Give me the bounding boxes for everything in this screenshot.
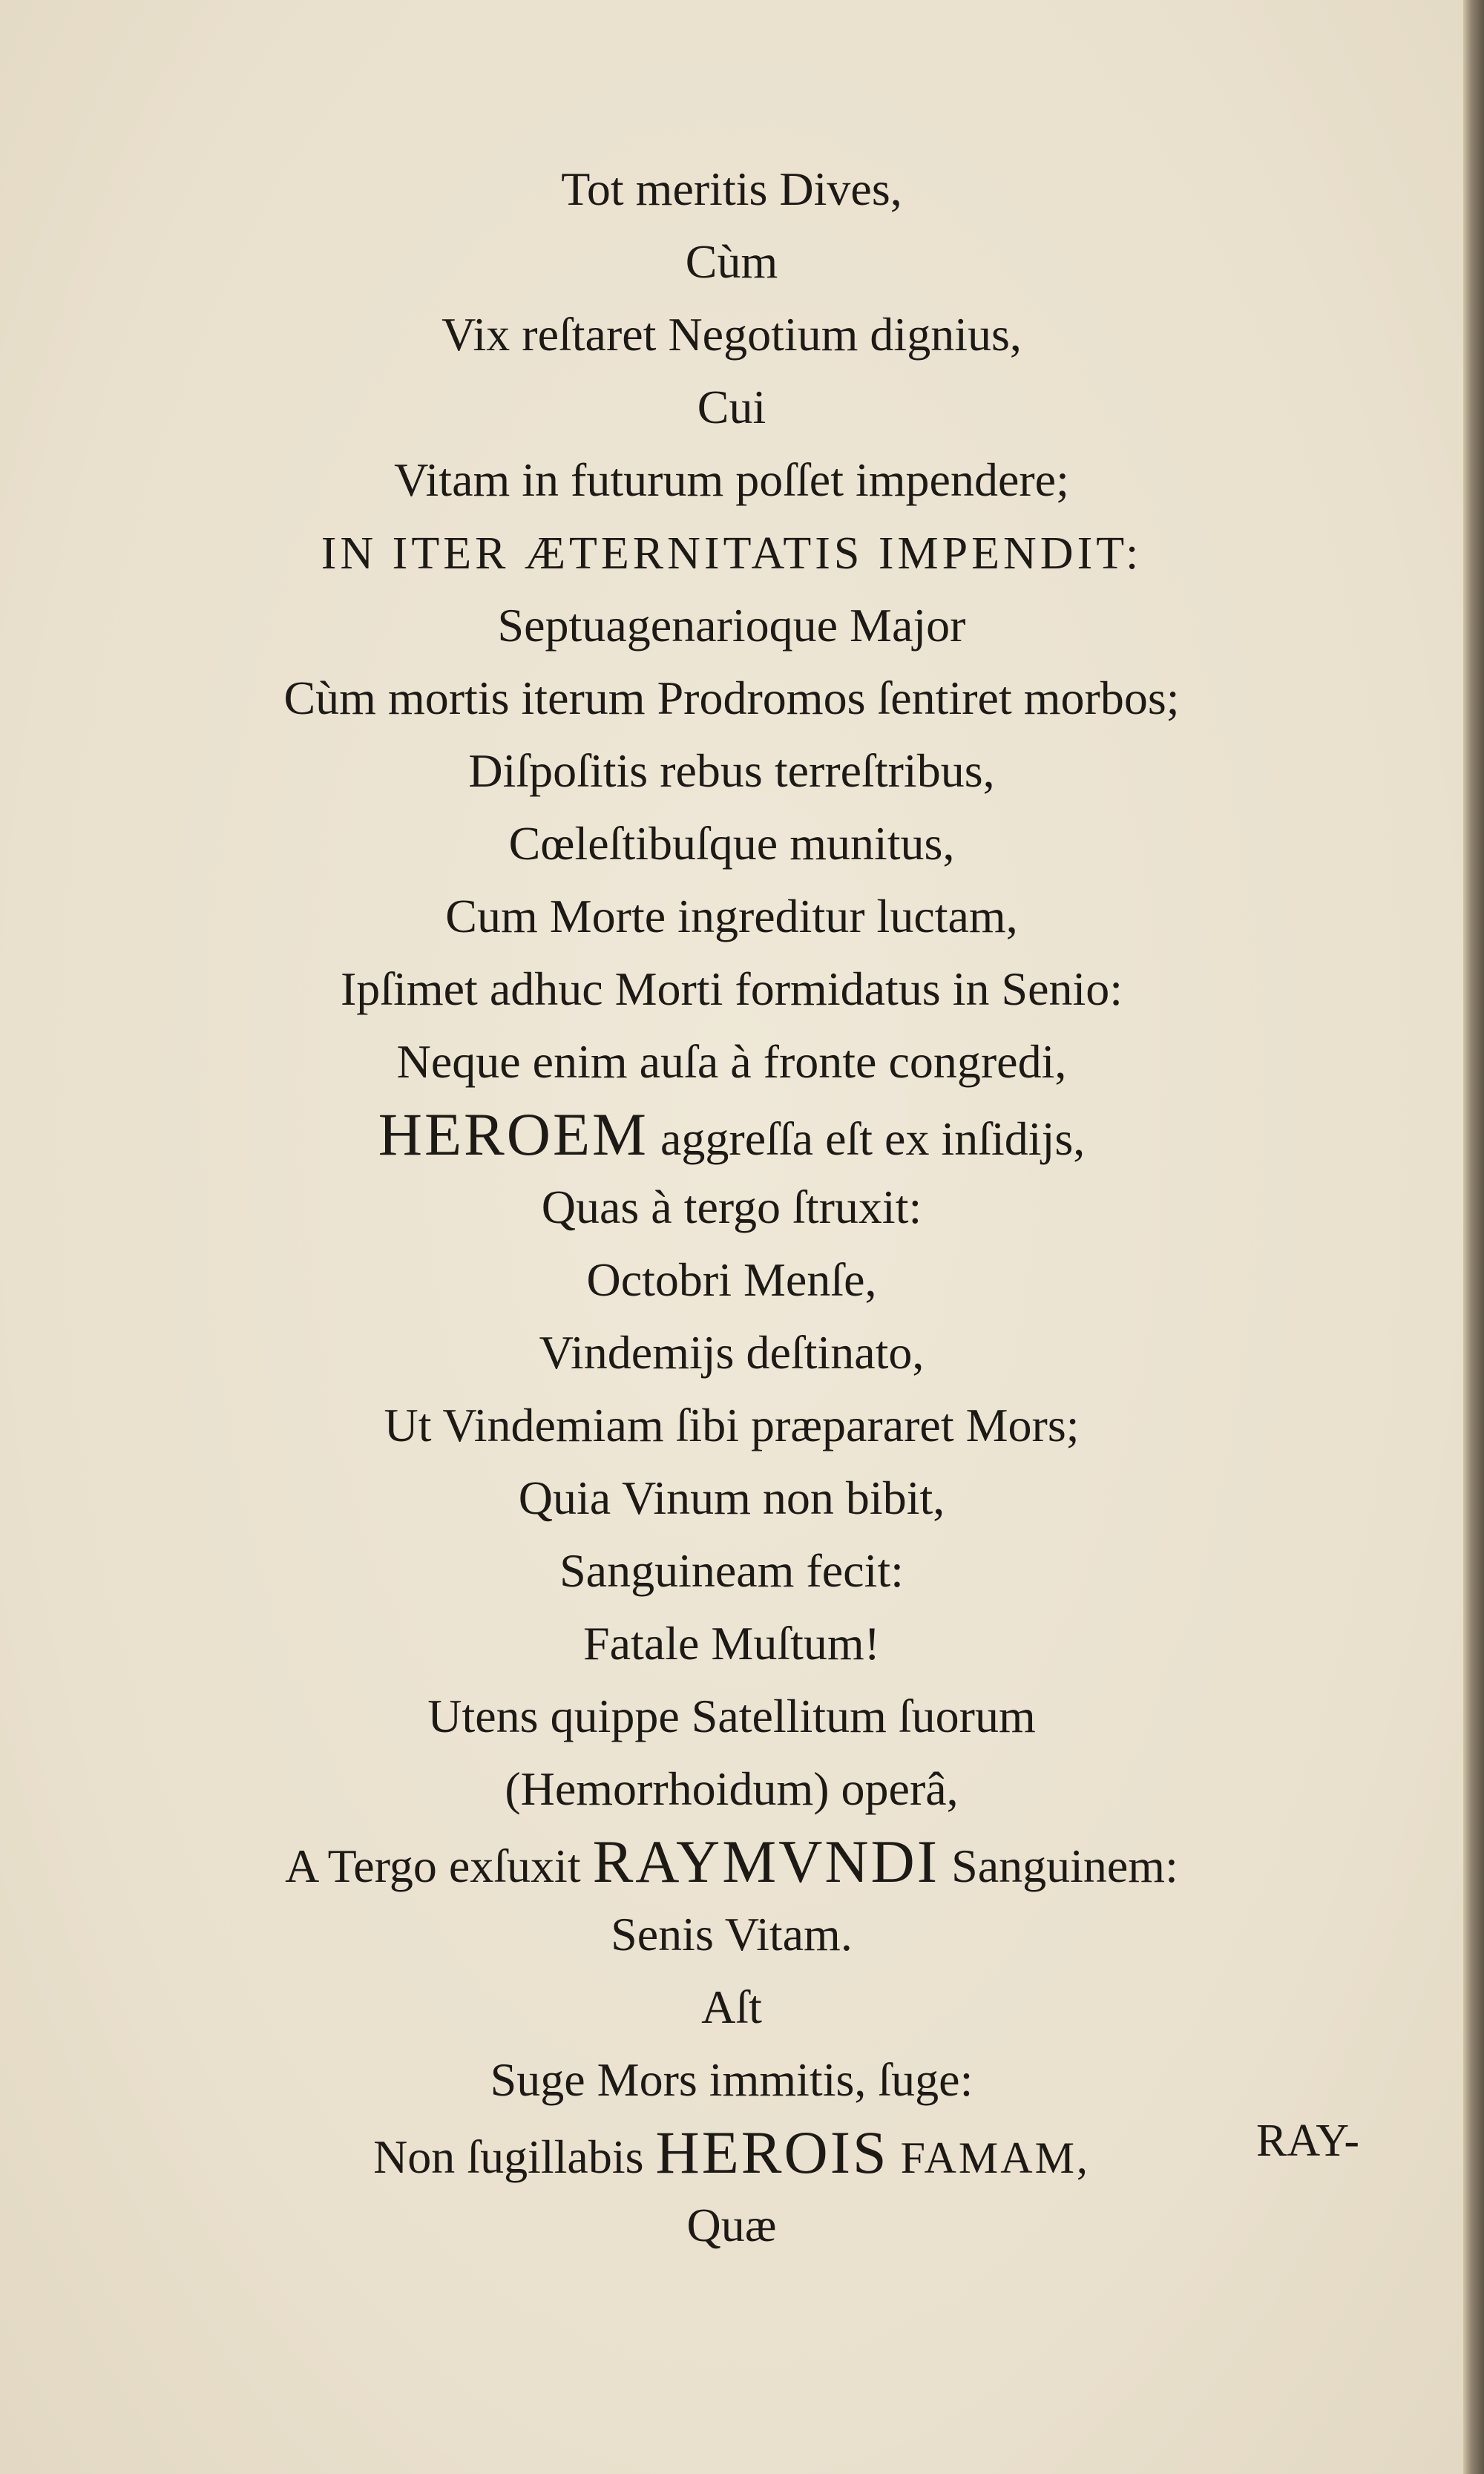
text-line xyxy=(0,880,1463,953)
text-segment: Cœleſtibuſque munitus, xyxy=(508,817,955,870)
emphasized-segment: IN ITER ÆTERNITATIS IMPENDIT: xyxy=(321,528,1143,579)
text-line xyxy=(0,1389,1463,1462)
emphasized-segment: FAMAM, xyxy=(900,2133,1090,2182)
text-segment: Ut Vindemiam ſibi præpararet Mors; xyxy=(384,1399,1080,1451)
text-segment: Senis Vitam. xyxy=(611,1908,853,1961)
catchword: RAY- xyxy=(1256,2116,1359,2166)
text-line xyxy=(0,1825,1463,1898)
text-line xyxy=(0,1753,1463,1825)
text-segment: Quas à tergo ſtruxit: xyxy=(541,1181,922,1233)
text-line xyxy=(0,1244,1463,1316)
emphasized-segment: RAYMVNDI xyxy=(592,1828,940,1895)
text-line xyxy=(0,153,1463,226)
text-segment: Sanguinem: xyxy=(951,1840,1178,1892)
text-line xyxy=(0,1171,1463,1244)
text-segment: Octobri Menſe, xyxy=(586,1253,877,1306)
text-line xyxy=(0,807,1463,880)
text-line xyxy=(0,226,1463,298)
text-segment: Neque enim auſa à fronte congredi, xyxy=(396,1035,1067,1088)
text-segment: Quia Vinum non bibit, xyxy=(518,1471,945,1524)
text-segment: Septuagenarioque Major xyxy=(497,599,966,652)
text-segment: Vix reſtaret Negotium dignius, xyxy=(441,308,1022,361)
text-line xyxy=(0,735,1463,807)
text-line xyxy=(0,1316,1463,1389)
text-line xyxy=(0,516,1463,589)
page-edge-shadow xyxy=(1463,0,1484,2474)
text-line xyxy=(0,589,1463,662)
text-line xyxy=(0,1971,1463,2044)
text-line xyxy=(0,298,1463,371)
text-segment: Suge Mors immitis, ſuge: xyxy=(490,2053,974,2106)
text-segment: Cùm xyxy=(685,235,778,288)
text-segment: Cùm mortis iterum Prodromos ſentiret morbos; xyxy=(283,672,1180,724)
text-line xyxy=(0,2116,1463,2189)
text-line xyxy=(0,2189,1463,2262)
text-line xyxy=(0,2044,1463,2116)
text-segment: Fatale Muſtum! xyxy=(583,1617,880,1670)
text-line xyxy=(0,1898,1463,1971)
text-segment: aggreſſa eſt ex inſidijs, xyxy=(660,1112,1086,1165)
text-segment: Tot meritis Dives, xyxy=(561,163,902,215)
text-segment: Diſpoſitis rebus terreſtribus, xyxy=(468,744,995,797)
text-line xyxy=(0,444,1463,516)
text-segment: Vitam in futurum poſſet impendere; xyxy=(394,453,1069,506)
text-segment: Non ſugillabis xyxy=(373,2130,644,2183)
text-segment: Ipſimet adhuc Morti formidatus in Senio: xyxy=(340,962,1123,1015)
text-line xyxy=(0,1026,1463,1098)
text-line xyxy=(0,1535,1463,1607)
emphasized-segment: HEROIS xyxy=(655,2119,889,2186)
text-line xyxy=(0,371,1463,444)
text-segment: Utens quippe Satellitum ſuorum xyxy=(427,1690,1036,1742)
text-segment: Cum Morte ingreditur luctam, xyxy=(445,890,1018,942)
text-segment: Aſt xyxy=(701,1981,762,2033)
text-line xyxy=(0,1680,1463,1753)
text-line xyxy=(0,1098,1463,1171)
text-line xyxy=(0,662,1463,735)
inscription-text xyxy=(0,153,1463,2262)
text-line xyxy=(0,953,1463,1026)
text-segment: Vindemijs deſtinato, xyxy=(539,1326,925,1379)
emphasized-segment: HEROEM xyxy=(378,1100,649,1168)
text-segment: (Hemorrhoidum) operâ, xyxy=(505,1762,959,1815)
text-segment: Cui xyxy=(697,381,766,433)
text-segment: Quæ xyxy=(686,2199,777,2251)
text-line xyxy=(0,1462,1463,1535)
text-segment: Sanguineam fecit: xyxy=(559,1544,904,1597)
text-line xyxy=(0,1607,1463,1680)
text-segment: A Tergo exſuxit xyxy=(285,1840,581,1892)
